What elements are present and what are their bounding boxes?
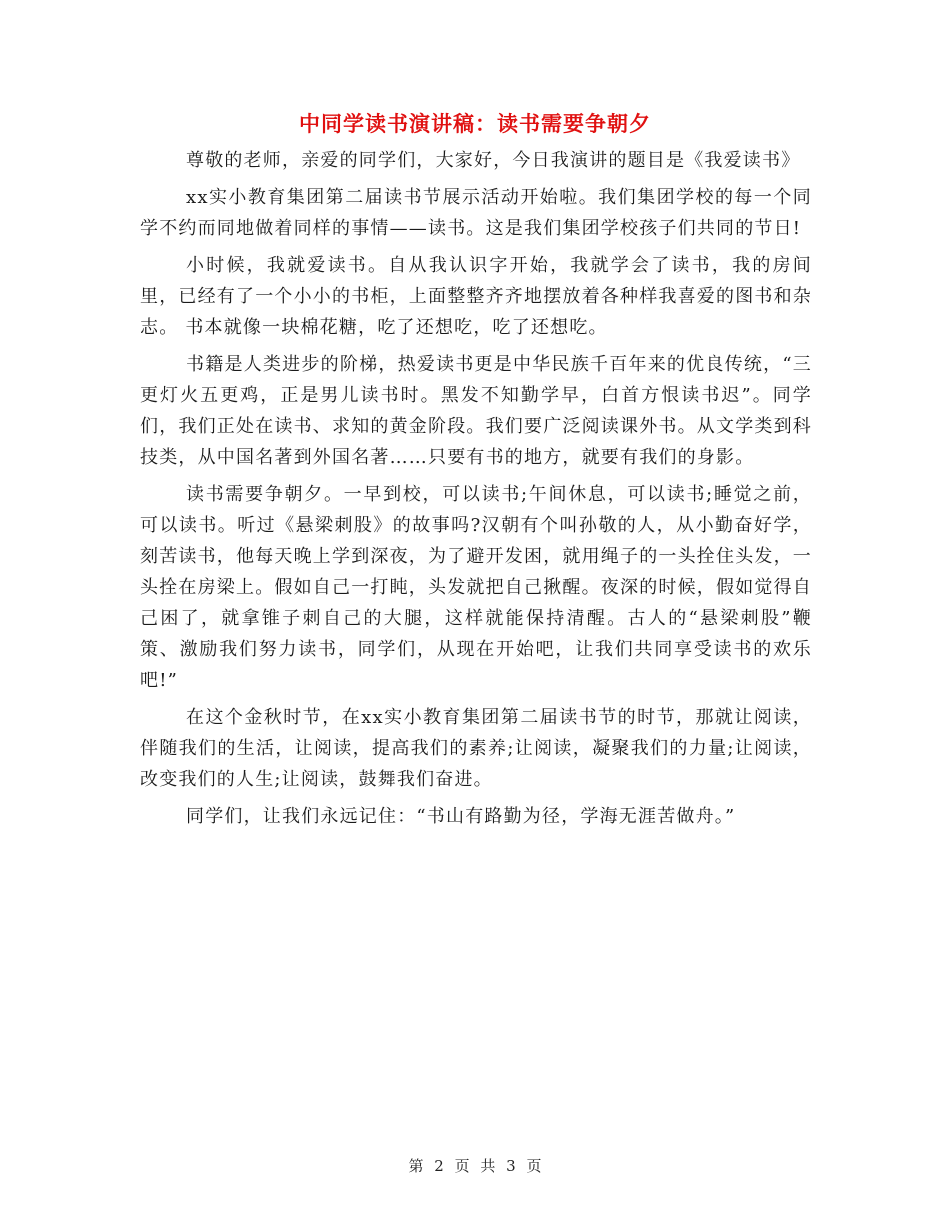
paragraph-closing: 同学们，让我们永远记住：“书山有路勤为径，学海无涯苦做舟。” bbox=[186, 806, 736, 827]
paragraph-autumn: 在这个金秋时节，在xx实小教育集团第二届读书节的时节，那就让阅读，伴随我们的生活，让阅读，提高我们的素养;让阅读，凝聚我们的力量;让阅读， 改变我们的人生;让阅读，鼓舞我们奋进。 bbox=[140, 707, 812, 790]
document-body bbox=[140, 145, 812, 838]
document-title: 中同学读书演讲稿：读书需要争朝夕 bbox=[299, 111, 651, 136]
paragraph-tradition: 书籍是人类进步的阶梯，热爱读书更是中华民族千百年来的优良传统，“三更灯火五更鸡，正是男儿读书时。黑发不知勤学早，白首方恨读书迟”。同学们，我们正处在读书、求知的黄金阶段。我们要广泛阅读课外书。从文学类到科技类，从中国名著到外国名著……只要有书的地方，就要有我们的身影。 bbox=[140, 354, 812, 468]
paragraph-childhood: 小时候，我就爱读书。自从我认识字开始，我就学会了读书，我的房间里，已经有了一个小小的书柜，上面整整齐齐地摆放着各种样我喜爱的图书和杂志。 书本就像一块棉花糖，吃了还想吃，吃了还想吃。 bbox=[140, 255, 812, 338]
paragraph-event-intro: xx实小教育集团第二届读书节展示活动开始啦。我们集团学校的每一个同学不约而同地做着同样的事情——读书。这是我们集团学校孩子们共同的节日! bbox=[140, 187, 812, 239]
page-number-footer: 第 2 页 共 3 页 bbox=[408, 1157, 542, 1175]
paragraph-story: 读书需要争朝夕。一早到校，可以读书;午间休息，可以读书;睡觉之前，可以读书。听过《悬梁刺股》的故事吗?汉朝有个叫孙敬的人，从小勤奋好学，刻苦读书，他每天晚上学到深夜，为了避开发困，就用绳子的一头拴住头发，一头拴在房梁上。假如自己一打盹，头发就把自己揪醒。夜深的时候，假如觉得自己困了，就拿锥子刺自己的大腿，这样就能保持清醒。古人的“悬梁刺股”鞭策、激励我们努力读书，同学们，从现在开始吧，让我们共同享受读书的欢乐吧!” bbox=[140, 484, 812, 691]
paragraph-greeting: 尊敬的老师，亲爱的同学们，大家好，今日我演讲的题目是《我爱读书》 bbox=[186, 150, 801, 171]
